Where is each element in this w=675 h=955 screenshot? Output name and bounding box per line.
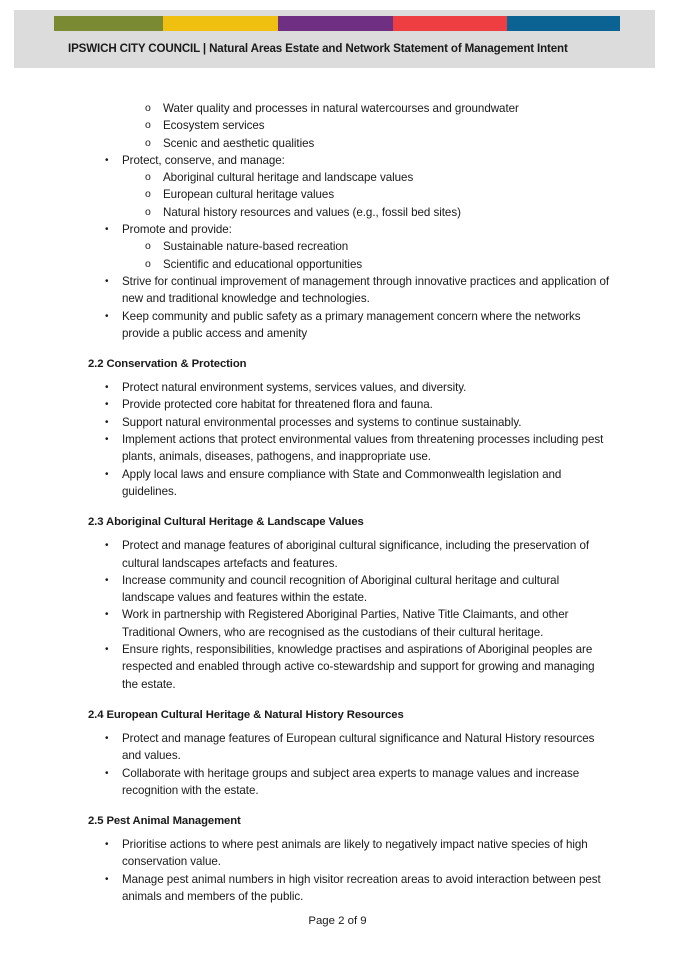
bullet-list [0,836,675,905]
sub-bullet-text: Scenic and aesthetic qualities [163,136,315,150]
sub-bullet-text: Natural history resources and values (e.g., fossil bed sites) [163,205,461,219]
circle-bullet-icon: o [145,257,151,270]
bullet-item [0,641,675,693]
bullet-item [0,871,675,906]
page-footer: Page 2 of 9 [308,915,367,927]
section-heading: 2.5 Pest Animal Management [88,815,241,828]
circle-bullet-icon: o [145,171,151,184]
page-header-band [14,10,655,68]
dot-bullet-icon: • [105,767,109,779]
dot-bullet-icon: • [105,434,109,446]
circle-bullet-icon: o [145,119,151,132]
brand-color-bar [54,16,620,31]
dot-bullet-icon: • [105,275,109,287]
bullet-text: Keep community and public safety as a primary management concern where the networks provide a public access and amenity [122,309,581,340]
bullet-text: Apply local laws and ensure compliance with State and Commonwealth legislation and guidelines. [122,467,562,498]
color-segment-yellow [163,16,278,31]
sub-bullet-list [122,238,613,273]
bullet-list [0,537,675,693]
bullet-text: Increase community and council recognition of Aboriginal cultural heritage and cultural landscape values and features within the estate. [122,573,560,605]
dot-bullet-icon: • [105,644,109,656]
dot-bullet-icon: • [105,839,109,851]
bullet-text: Protect and manage features of European cultural significance and Natural History resources and values. [122,731,595,763]
sub-bullet-list [122,169,613,221]
bullet-text: Support natural environmental processes and systems to continue sustainably. [122,415,522,429]
header-title: IPSWICH CITY COUNCIL | Natural Areas Estate and Network Statement of Management Intent [68,42,568,55]
sub-bullet-item [0,135,675,152]
sub-bullet-text: Scientific and educational opportunities [163,257,363,271]
bullet-item [0,273,675,308]
bullet-text: Protect natural environment systems, services values, and diversity. [122,381,467,395]
color-segment-red [393,16,507,31]
bullet-list [0,730,675,799]
bullet-text: Protect, conserve, and manage: [122,153,285,167]
circle-bullet-icon: o [145,205,151,218]
sub-bullet-item [0,117,675,134]
bullet-text: Collaborate with heritage groups and subject area experts to manage values and increase recognition with the estate. [122,766,580,797]
sub-bullet-item [122,186,613,203]
bullet-item [0,152,675,221]
bullet-item [0,221,675,273]
sub-bullet-item [0,100,675,117]
bullet-text: Strive for continual improvement of management through innovative practices and application of new and traditional knowledge and technologies. [122,274,610,306]
dot-bullet-icon: • [105,310,109,322]
dot-bullet-icon: • [105,540,109,552]
bullet-item [0,466,675,501]
bullet-item [0,431,675,466]
color-segment-green [54,16,163,31]
section-heading: 2.3 Aboriginal Cultural Heritage & Landscape Values [88,516,364,529]
bullet-text: Provide protected core habitat for threatened flora and fauna. [122,398,433,412]
bullet-list [0,152,675,342]
bullet-item [0,730,675,765]
dot-bullet-icon: • [105,873,109,885]
bullet-item [0,606,675,641]
bullet-item [0,836,675,871]
color-segment-purple [278,16,393,31]
bullet-item [0,572,675,607]
bullet-list [0,379,675,500]
section-heading: 2.4 European Cultural Heritage & Natural History Resources [88,708,404,721]
sub-bullet-text: Aboriginal cultural heritage and landscape values [163,171,414,185]
dot-bullet-icon: • [105,154,109,166]
bullet-item [0,414,675,431]
bullet-text: Implement actions that protect environmental values from threatening processes including pest plants, animals, diseases, pathogens, and inappropriate use. [122,433,604,464]
bullet-text: Manage pest animal numbers in high visitor recreation areas to avoid interaction between pest animals and members of the public. [122,872,601,903]
bullet-text: Promote and provide: [122,223,232,237]
sub-bullet-list [0,100,675,152]
sub-bullet-text: Ecosystem services [163,119,265,133]
bullet-text: Ensure rights, responsibilities, knowledge practises and aspirations of Aboriginal peoples are respected and enabled through active co-stewardship and support for growing and managing the estate. [122,643,595,691]
dot-bullet-icon: • [105,399,109,411]
dot-bullet-icon: • [105,224,109,236]
color-segment-blue [507,16,620,31]
sub-bullet-item [122,204,613,221]
bullet-item [0,396,675,413]
circle-bullet-icon: o [145,240,151,253]
dot-bullet-icon: • [105,732,109,744]
circle-bullet-icon: o [145,136,151,149]
sub-bullet-text: Sustainable nature-based recreation [163,240,349,254]
sub-bullet-text: Water quality and processes in natural watercourses and groundwater [163,102,519,115]
document-body [0,100,675,905]
section-heading: 2.2 Conservation & Protection [88,358,247,371]
bullet-item [0,537,675,572]
bullet-item [0,379,675,396]
bullet-text: Protect and manage features of aboriginal cultural significance, including the preservation of cultural landscapes artefacts and features. [122,539,590,570]
dot-bullet-icon: • [105,416,109,428]
bullet-text: Work in partnership with Registered Aboriginal Parties, Native Title Claimants, and other Traditional Owners, who are recognised as the custodians of their cultural heritage. [122,608,569,639]
dot-bullet-icon: • [105,382,109,394]
dot-bullet-icon: • [105,609,109,621]
bullet-item [0,308,675,343]
circle-bullet-icon: o [145,102,151,114]
sub-bullet-text: European cultural heritage values [163,188,335,202]
bullet-text: Prioritise actions to where pest animals are likely to negatively impact native species of high conservation value. [122,838,588,869]
circle-bullet-icon: o [145,188,151,201]
dot-bullet-icon: • [105,468,109,480]
sub-bullet-item [122,256,613,273]
dot-bullet-icon: • [105,574,109,586]
sub-bullet-item [122,238,613,255]
bullet-item [0,765,675,800]
sub-bullet-item [122,169,613,186]
